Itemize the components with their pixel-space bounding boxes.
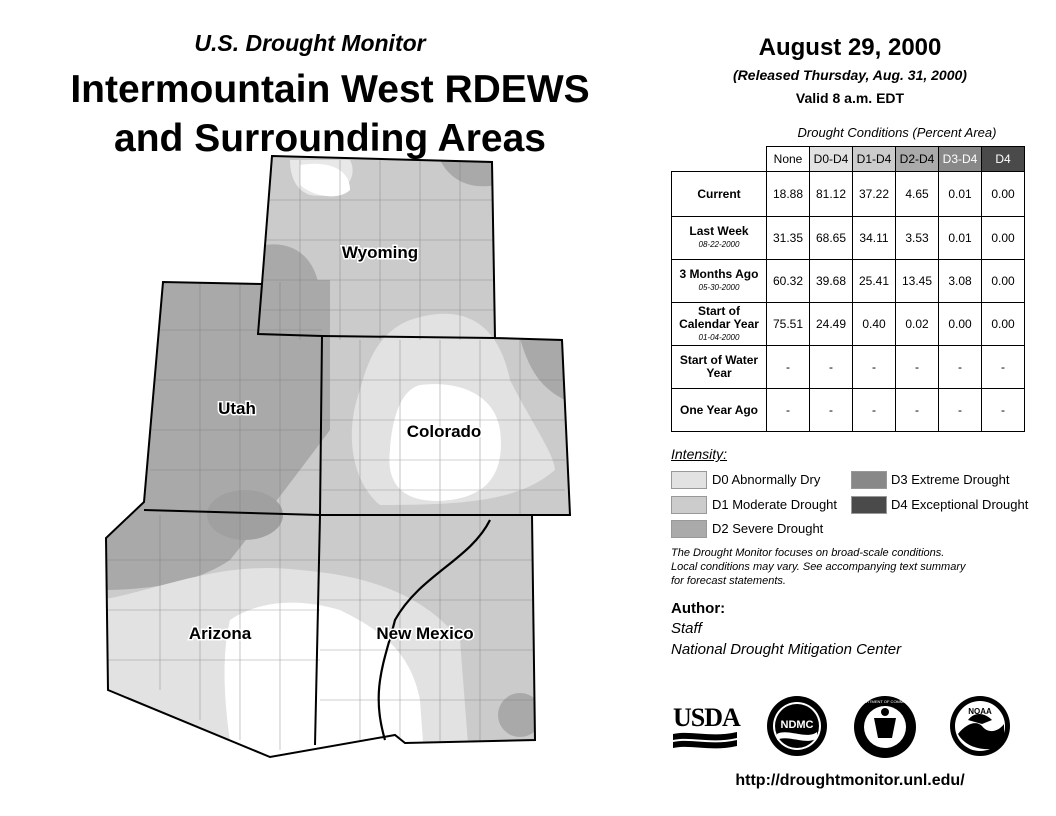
table-cell: - [767,346,810,389]
legend-label-d2: D2 Severe Drought [712,521,824,536]
commerce-seal [852,694,918,760]
state-label-newmexico: New Mexico [376,624,474,643]
author-name: Staff [671,620,702,637]
legend-swatch-d4 [851,496,887,514]
table-cell: 3.53 [896,217,939,260]
table-corner [672,147,767,172]
legend-label-d0: D0 Abnormally Dry [712,472,821,487]
state-label-arizona: Arizona [188,624,252,643]
table-cell: - [853,389,896,432]
map-title-line2: and Surrounding Areas [114,117,546,160]
table-cell: 31.35 [767,217,810,260]
table-row [672,260,1025,303]
website-link[interactable]: http://droughtmonitor.unl.edu/ [735,772,965,789]
table-header-row [672,147,1025,172]
state-label-colorado: Colorado [406,422,482,441]
disclaimer-note: The Drought Monitor focuses on broad-scale conditions. Local conditions may vary. See accompanying text summary for forecast statements. [671,547,966,587]
table-cell: - [853,346,896,389]
table-cell: 75.51 [767,303,810,346]
valid-time: Valid 8 a.m. EDT [795,90,905,106]
table-cell: 0.01 [939,172,982,217]
map-date: August 29, 2000 [758,34,942,61]
table-cell: 0.01 [939,217,982,260]
table-cell: 0.00 [939,303,982,346]
table-cell: 60.32 [767,260,810,303]
row-label: Current [672,172,767,217]
table-cell: - [896,346,939,389]
table-cell: 0.00 [982,260,1025,303]
table-cell: - [982,389,1025,432]
author-org: National Drought Mitigation Center [671,641,902,658]
legend-label-d4: D4 Exceptional Drought [891,497,1029,512]
table-cell: - [982,346,1025,389]
table-cell: 24.49 [810,303,853,346]
legend-swatch-d3 [851,471,887,489]
table-cell: 37.22 [853,172,896,217]
table-cell: - [767,389,810,432]
table-caption: Drought Conditions (Percent Area) [797,125,997,140]
table-cell: - [896,389,939,432]
table-cell: 81.12 [810,172,853,217]
table-row [672,389,1025,432]
author-heading: Author: [671,600,726,617]
col-header: D4 [982,147,1025,172]
noaa-logo [948,694,1012,758]
legend-swatch-d2 [671,520,707,538]
table-cell: - [810,389,853,432]
table-cell: 0.40 [853,303,896,346]
col-header: D0-D4 [810,147,853,172]
col-header: D1-D4 [853,147,896,172]
table-cell: 68.65 [810,217,853,260]
legend-label-d3: D3 Extreme Drought [891,472,1010,487]
col-header: D3-D4 [939,147,982,172]
svg-text:DEPARTMENT OF COMMERCE: DEPARTMENT OF COMMERCE [855,699,915,704]
table-cell: - [810,346,853,389]
row-label: Last Week 08-22-2000 [672,217,767,260]
table-row [672,346,1025,389]
state-label-utah: Utah [218,399,256,418]
table-cell: 13.45 [896,260,939,303]
table-row [672,303,1025,346]
table-cell: - [939,346,982,389]
legend-swatch-d0 [671,471,707,489]
table-row [672,217,1025,260]
row-label: One Year Ago [672,389,767,432]
table-cell: 0.00 [982,217,1025,260]
usda-logo [671,700,741,750]
ndmc-logo [765,694,829,758]
legend-title: Intensity: [671,446,728,462]
state-label-wyoming: Wyoming [341,243,419,262]
col-header: D2-D4 [896,147,939,172]
svg-text:NDMC: NDMC [780,719,814,731]
svg-text:USDA: USDA [673,703,740,732]
svg-text:NOAA: NOAA [968,707,992,716]
legend-label-d1: D1 Moderate Drought [712,497,838,512]
col-header: None [767,147,810,172]
table-cell: 18.88 [767,172,810,217]
d2-four-corners [207,490,283,540]
table-cell: 3.08 [939,260,982,303]
map-subtitle: U.S. Drought Monitor [194,30,426,56]
row-label: Start of Calendar Year 01-04-2000 [672,303,767,346]
none-colorado [389,384,501,501]
legend-swatch-d1 [671,496,707,514]
table-cell: 0.02 [896,303,939,346]
table-row [672,172,1025,217]
row-label: 3 Months Ago 05-30-2000 [672,260,767,303]
release-date: (Released Thursday, Aug. 31, 2000) [733,67,967,83]
table-cell: 39.68 [810,260,853,303]
row-label: Start of Water Year [672,346,767,389]
table-cell: 0.00 [982,303,1025,346]
table-cell: 25.41 [853,260,896,303]
drought-conditions-table [671,146,1025,432]
map-title-line1: Intermountain West RDEWS [70,68,590,111]
table-cell: 0.00 [982,172,1025,217]
table-cell: - [939,389,982,432]
table-cell: 4.65 [896,172,939,217]
table-cell: 34.11 [853,217,896,260]
